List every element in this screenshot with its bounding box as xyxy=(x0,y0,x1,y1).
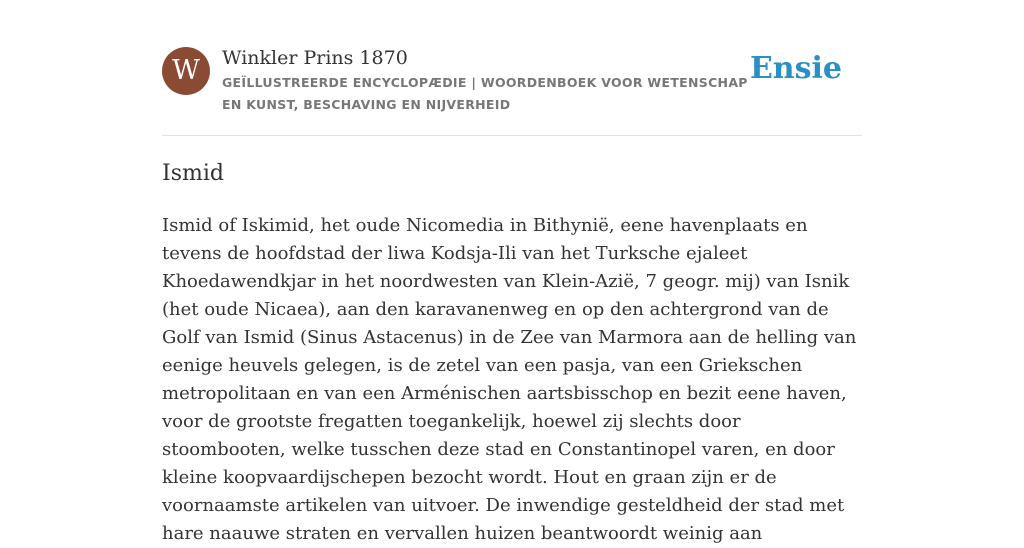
entry-header xyxy=(162,46,862,136)
source-title[interactable]: Winkler Prins 1870 xyxy=(222,47,408,69)
entry-title: Ismid xyxy=(162,161,224,186)
source-subtitle: GEÏLLUSTREERDE ENCYCLOPÆDIE | WOORDENBOEK VOOR WETENSCHAP EN KUNST, BESCHAVING EN NIJVERHEID xyxy=(222,75,748,112)
header-divider xyxy=(162,135,862,136)
entry-body-text: Ismid of Iskimid, het oude Nicomedia in Bithynië, eene havenplaats en tevens de hoofdstad der liwa Kodsja-Ili van het Turksche ejaleet Khoedawendkjar in het noordwesten van Klein-Azië, 7 geogr. mij) van Isnik (het oude Nicaea), aan den karavanenweg en op den achtergrond van de Golf van Ismid (Sinus Astacenus) in de Zee van Marmora aan de helling van eenige heuvels gelegen, is de zetel van een pasja, van een Griekschen metropolitaan en van een Arménischen aartsbisschop en bezit eene haven, voor de grootste fregatten toegankelijk, hoewel zij slechts door stoombooten, welke tusschen deze stad en Constantinopel varen, en door kleine koopvaardijschepen bezocht wordt. Hout en graan zijn er de voornaamste artikelen van uitvoer. De inwendige gesteldheid der stad met hare naauwe straten en vervallen huizen beantwoordt weinig aan xyxy=(162,215,857,544)
ensie-logo-link[interactable]: Ensie xyxy=(749,51,842,86)
source-avatar[interactable]: W xyxy=(162,47,210,95)
